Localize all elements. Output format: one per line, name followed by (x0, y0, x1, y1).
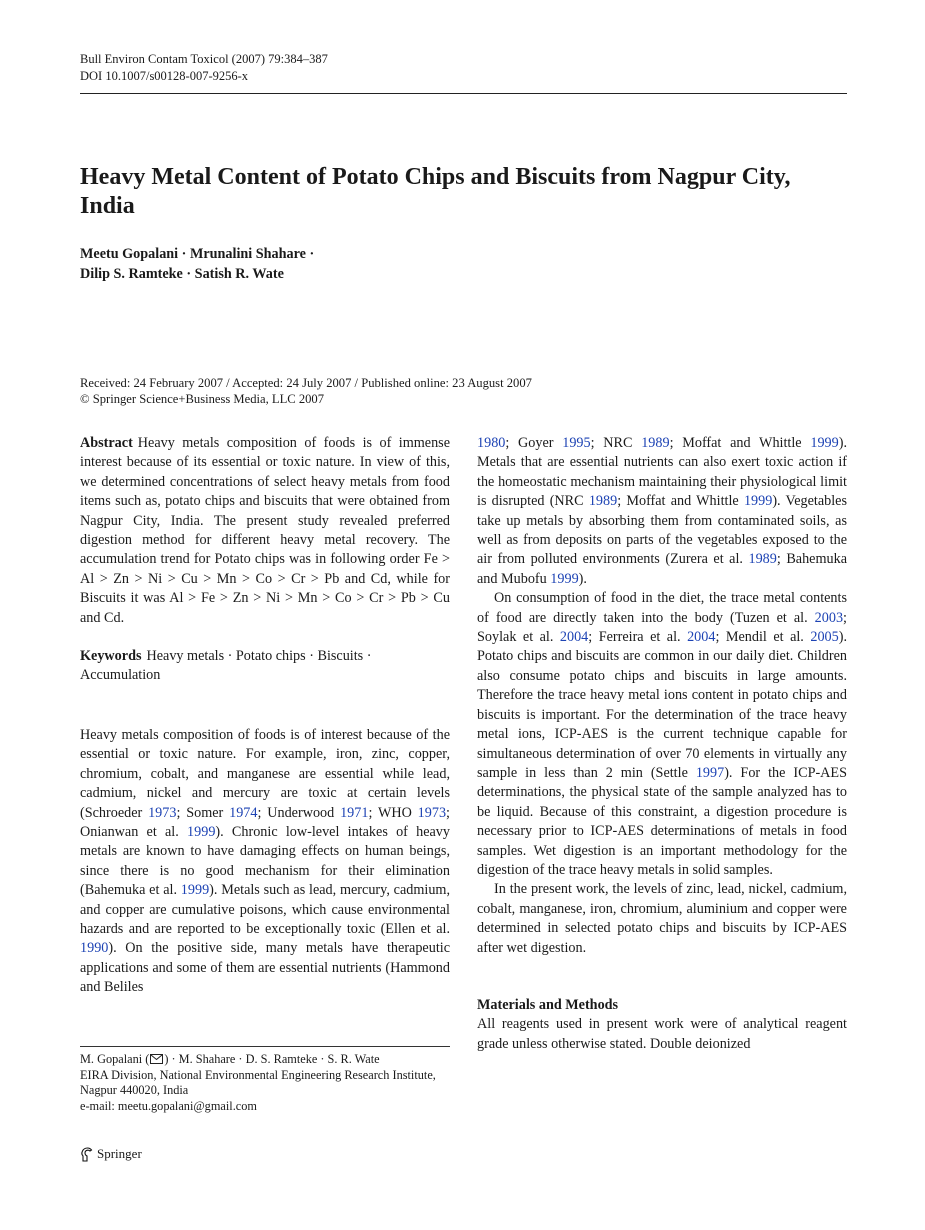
footnote-authors: M. Gopalani ( ) · M. Shahare · D. S. Ramteke · S. R. Wate (80, 1052, 380, 1066)
citation-link[interactable]: 1974 (229, 804, 258, 821)
envelope-icon (150, 1054, 163, 1064)
section-heading: Materials and Methods (477, 996, 619, 1013)
citation-link[interactable]: 2005 (810, 629, 839, 646)
copyright: © Springer Science+Business Media, LLC 2007 (80, 392, 325, 406)
author-footnote (80, 1052, 450, 1115)
abstract (80, 434, 450, 628)
history-dates: Received: 24 February 2007 / Accepted: 24 July 2007 / Published online: 23 August 2007 (80, 376, 532, 390)
citation-link[interactable]: 1990 (80, 940, 109, 957)
keywords-label: Keywords (80, 648, 142, 665)
footnote-affiliation: EIRA Division, National Environmental Engineering Research Institute, Nagpur 440020, India (80, 1067, 436, 1098)
citation-link[interactable]: 2003 (814, 609, 844, 626)
citation-link[interactable]: 1999 (180, 882, 210, 899)
citation-link[interactable]: 1999 (810, 435, 839, 451)
paper-title: Heavy Metal Content of Potato Chips and Biscuits from Nagpur City, India (80, 164, 791, 219)
right-column (477, 434, 847, 1054)
left-column (80, 434, 450, 998)
citation-link[interactable]: 1989 (641, 435, 670, 451)
authors-line-2: Dilip S. Ramteke · Satish R. Wate (80, 266, 284, 282)
intro-paragraph-1: Heavy metals composition of foods is of interest because of the essential or toxic nature. For example, iron, zinc, copper, chromium, cobalt, and manganese are essential while lead, cadmium, nickel and mercury are toxic at certain levels (Schroeder 1973; Somer 1974; Underwood 1971; WHO 1973; Onianwan et al. 1999). Chronic low-level intakes of heavy metals are known to have damaging effects on human beings, since there is no good mechanism for their elimination (Bahemuka et al. 1999). Metals such as lead, mercury, cadmium, and copper are cumulative poisons, which cause environmental hazards and are reported to be exceptionally toxic (Ellen et al. 1990). On the positive side, many metals have therapeutic applications and some of them are essential nutrients (Hammond and Beliles (80, 726, 450, 996)
citation-link[interactable]: 1999 (550, 570, 579, 587)
authors-line-1: Meetu Gopalani · Mrunalini Shahare · (80, 246, 315, 262)
keywords (80, 647, 450, 686)
intro-paragraph-2: On consumption of food in the diet, the trace metal contents of food are directly taken into the body (Tuzen et al. 2003; Soylak et al. 2004; Ferreira et al. 2004; Mendil et al. 2005). Potato chips and biscuits are common in our daily diet. Children also consume potato chips and biscuits in large amounts. Therefore the trace heavy metal ions content in potato chips and biscuits is important. For the determination of the trace heavy metal ions, ICP-AES is the current technique capable for simultaneous determination of over 70 elements in virtually any sample in less than 2 min (Settle 1997). For the ICP-AES determinations, the physical state of the sample analyzed has to be liquid. Because of this constraint, a digestion procedure is necessary prior to ICP-AES determinations of metals in food samples. Wet digestion is an important methodology for the digestion of the trace heavy metals in solid samples. (477, 590, 847, 878)
journal-citation: Bull Environ Contam Toxicol (2007) 79:384–387 (80, 52, 328, 66)
publisher-name: Springer (97, 1146, 142, 1161)
footnote-rule (80, 1046, 450, 1047)
citation-link[interactable]: 2004 (559, 629, 589, 646)
methods-paragraph: All reagents used in present work were of analytical reagent grade unless otherwise stated. Double deionized (477, 1016, 847, 1052)
intro-paragraph-1-continued: 1980; Goyer 1995; NRC 1989; Moffat and Whittle 1999). Metals that are essential nutrients can also exert toxic action if the homeostatic mechanism maintaining their physiological limit is disrupted (NRC 1989; Moffat and Whittle 1999). Vegetables take up metals by absorbing them from contaminated soils, as well as from deposits on parts of the vegetables exposed to the air from polluted environments (Zurera et al. 1989; Bahemuka and Mubofu 1999). (477, 435, 847, 587)
doi: DOI 10.1007/s00128-007-9256-x (80, 69, 249, 83)
citation-link[interactable]: 1989 (588, 493, 618, 510)
citation-link[interactable]: 1999 (743, 493, 773, 510)
citation-link[interactable]: 1973 (417, 804, 447, 821)
abstract-label: Abstract (80, 435, 133, 451)
header-rule (80, 93, 847, 94)
citation-link[interactable]: 1999 (187, 823, 216, 840)
publication-dates (80, 375, 532, 407)
citation-link[interactable]: 1971 (340, 804, 369, 821)
abstract-text: Heavy metals composition of foods is of immense interest because of its essential or toxic nature. In view of this, we determined concentrations of select heavy metals from food items such as, potato chips and biscuits that were obtained from Nagpur City, India. The present study revealed preferred digestion method for different heavy metal recovery. The accumulation trend for Potato chips was in following order Fe > Al > Zn > Ni > Cu > Mn > Co > Cr > Pb and Cd, while for Biscuits it was Al > Fe > Zn > Ni > Mn > Co > Cr > Pb > Cu and Cd. (80, 435, 450, 626)
citation-link[interactable]: 2004 (687, 629, 716, 646)
publisher-logo (80, 1146, 142, 1162)
journal-header (80, 51, 328, 85)
citation-link[interactable]: 1995 (562, 435, 591, 451)
intro-paragraph-3: In the present work, the levels of zinc, lead, nickel, cadmium, cobalt, manganese, iron, chromium, aluminium and copper were determined in selected potato chips and biscuits by ICP-AES after wet digestion. (477, 881, 847, 956)
citation-link[interactable]: 1973 (148, 804, 177, 821)
author-list (80, 244, 314, 284)
citation-link[interactable]: 1997 (695, 764, 725, 781)
springer-horse-icon (80, 1147, 93, 1162)
keywords-text: Heavy metals · Potato chips · Biscuits · Accumulation (80, 648, 372, 684)
citation-link[interactable]: 1989 (748, 551, 777, 568)
citation-link[interactable]: 1980 (477, 435, 506, 451)
footnote-email[interactable]: e-mail: meetu.gopalani@gmail.com (80, 1099, 257, 1114)
